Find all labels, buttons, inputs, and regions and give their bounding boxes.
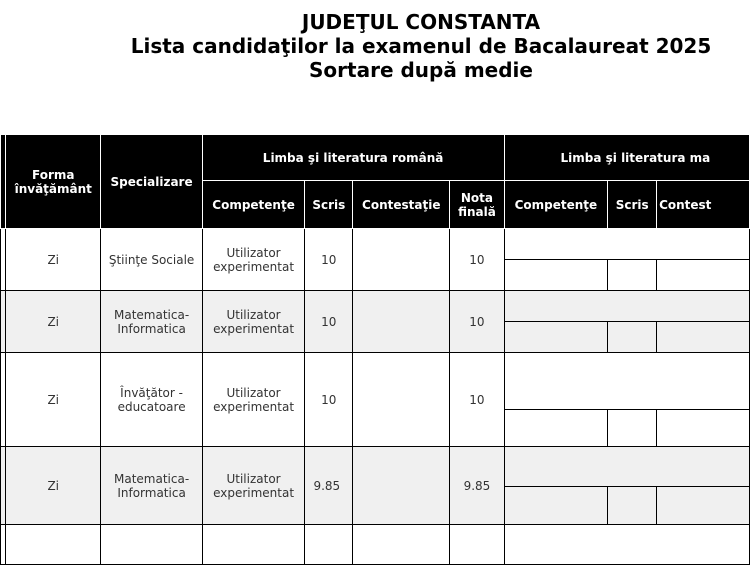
- cell-forma: Zi: [6, 291, 101, 353]
- cell-specializare: Învăţător - educatoare: [101, 353, 202, 447]
- group-materna-header: Limba şi literatura ma: [504, 135, 750, 181]
- cell-competente: Utilizator experimentat: [202, 447, 305, 525]
- cell-forma: Zi: [6, 353, 101, 447]
- cell-nota-finala: [450, 525, 504, 565]
- cell-forma: Zi: [6, 447, 101, 525]
- cell-specializare: Matematica-Informatica: [101, 291, 202, 353]
- county-title: JUDEŢUL CONSTANTA: [301, 10, 541, 34]
- results-table: [0, 134, 750, 565]
- table-row: [1, 291, 750, 322]
- cell-materna-empty: [504, 525, 750, 565]
- table-row: [1, 525, 750, 565]
- cell-materna-empty: [504, 447, 750, 487]
- cell-materna-empty: [504, 353, 750, 410]
- cell-scris: 10: [305, 229, 353, 291]
- sort-label: Sortare după medie: [309, 58, 533, 82]
- cell-materna-scris: [608, 487, 657, 525]
- col-scris-header-2: Scris: [608, 181, 657, 229]
- col-contestatie-header-2: Contest: [657, 181, 750, 229]
- col-competente-header: Competenţe: [202, 181, 305, 229]
- cell-contestatie: [353, 353, 450, 447]
- cell-materna-contestatie: [657, 410, 750, 447]
- table-row: [1, 229, 750, 260]
- cell-forma: [6, 525, 101, 565]
- cell-materna-empty: [504, 291, 750, 322]
- group-romana-header: Limba şi literatura română: [202, 135, 504, 181]
- cell-competente: [202, 525, 305, 565]
- cell-materna-competente: [504, 410, 608, 447]
- cell-materna-scris: [608, 260, 657, 291]
- cell-contestatie: [353, 447, 450, 525]
- cell-competente: Utilizator experimentat: [202, 353, 305, 447]
- page-header: [0, 10, 750, 82]
- cell-materna-contestatie: [657, 260, 750, 291]
- list-title: Lista candidaţilor la examenul de Bacalaureat 2025: [130, 34, 712, 58]
- col-contestatie-header: Contestaţie: [353, 181, 450, 229]
- cell-scris: 10: [305, 353, 353, 447]
- cell-materna-contestatie: [657, 487, 750, 525]
- col-competente-header-2: Competenţe: [504, 181, 608, 229]
- cell-nota-finala: 9.85: [450, 447, 504, 525]
- cell-specializare: [101, 525, 202, 565]
- col-forma-header: Forma învăţământ: [6, 135, 101, 229]
- cell-nota-finala: 10: [450, 291, 504, 353]
- table-row: [1, 447, 750, 487]
- cell-scris: 9.85: [305, 447, 353, 525]
- cell-contestatie: [353, 229, 450, 291]
- cell-contestatie: [353, 525, 450, 565]
- table-row: [1, 353, 750, 410]
- cell-scris: 10: [305, 291, 353, 353]
- cell-materna-competente: [504, 260, 608, 291]
- cell-contestatie: [353, 291, 450, 353]
- cell-materna-competente: [504, 487, 608, 525]
- cell-competente: Utilizator experimentat: [202, 291, 305, 353]
- results-table-wrapper: [0, 134, 750, 565]
- cell-competente: Utilizator experimentat: [202, 229, 305, 291]
- cell-materna-scris: [608, 410, 657, 447]
- cell-nota-finala: 10: [450, 353, 504, 447]
- col-nota-finala-header: Nota finală: [450, 181, 504, 229]
- cell-specializare: Matematica-Informatica: [101, 447, 202, 525]
- cell-materna-contestatie: [657, 322, 750, 353]
- cell-specializare: Ştiinţe Sociale: [101, 229, 202, 291]
- col-specializare-header: Specializare: [101, 135, 202, 229]
- cell-materna-competente: [504, 322, 608, 353]
- cell-materna-empty: [504, 229, 750, 260]
- cell-scris: [305, 525, 353, 565]
- cell-nota-finala: 10: [450, 229, 504, 291]
- cell-materna-scris: [608, 322, 657, 353]
- cell-forma: Zi: [6, 229, 101, 291]
- col-scris-header: Scris: [305, 181, 353, 229]
